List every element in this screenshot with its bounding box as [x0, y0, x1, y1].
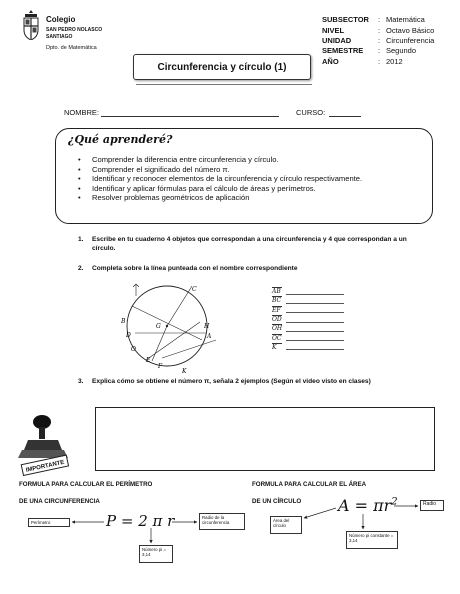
learning-objectives-list [78, 155, 418, 203]
diagram-point-label: O [131, 346, 136, 353]
info-value: Segundo [386, 46, 417, 55]
question-number: 3. [78, 378, 84, 385]
diagram-point-label: E [146, 357, 151, 364]
segment-row [272, 315, 344, 324]
name-field[interactable] [101, 116, 279, 117]
question-2 [78, 265, 408, 274]
segment-label: BC [272, 297, 284, 304]
diagram-point-label: B [121, 318, 126, 325]
circle-elements-diagram [112, 278, 226, 376]
area-formula-exponent: 2 [391, 496, 398, 508]
school-department: Dpto. de Matemática [46, 45, 97, 51]
worksheet-title: Circunferencia y círculo (1) [133, 54, 311, 80]
answer-line[interactable] [286, 335, 344, 341]
info-value: Octavo Básico [386, 26, 435, 35]
segment-row [272, 306, 344, 315]
segment-row [272, 324, 344, 333]
area-formula [338, 496, 398, 515]
info-nivel: NIVEL : Octavo Básico [322, 26, 460, 35]
info-label: AÑO [322, 57, 339, 66]
area-radius-box-label: Radio [420, 500, 444, 511]
diagram-point-label: C [192, 286, 197, 293]
question-text: Explica cómo se obtiene el número π, señala 2 ejemplos (Según el video visto en clases) [92, 378, 371, 385]
segment-answers [272, 287, 344, 352]
segment-row [272, 343, 344, 352]
segment-row [272, 287, 344, 296]
question-number: 1. [78, 236, 84, 243]
area-formula-main: A = πr [338, 496, 392, 515]
title-underline [136, 84, 312, 85]
segment-row [272, 296, 344, 305]
question-3 [78, 378, 408, 387]
segment-label: OH [272, 325, 283, 333]
school-crest-logo [22, 10, 40, 40]
info-label: UNIDAD [322, 36, 352, 45]
area-heading-2: DE UN CÍRCULO [252, 498, 302, 505]
objective-item: • Comprender la diferencia entre circunferencia y círculo. [78, 155, 418, 165]
learning-objectives-title: ¿Qué aprenderé? [68, 133, 173, 146]
diagram-point-label: G [156, 323, 161, 330]
school-line-2: SANTIAGO [46, 34, 73, 40]
info-ano: AÑO : 2012 [322, 57, 460, 66]
answer-box[interactable] [95, 407, 435, 471]
info-value: Matemática [386, 15, 425, 24]
course-field[interactable] [329, 116, 361, 117]
answer-line[interactable] [286, 317, 344, 323]
question-text: Completa sobre la línea punteada con el nombre correspondiente [92, 265, 298, 272]
perimeter-heading-1: FORMULA PARA CALCULAR EL PERÍMETRO [19, 481, 153, 488]
objective-item: • Comprender el significado del número π. [78, 165, 418, 175]
answer-line[interactable] [286, 298, 344, 304]
segment-label: OC [272, 335, 284, 342]
radius-box-label: Radio de la circunferencia [199, 513, 245, 530]
diagram-point-label: D [126, 332, 131, 339]
perimeter-heading-2: DE UNA CIRCUNFERENCIA [19, 498, 100, 505]
answer-line[interactable] [286, 307, 344, 313]
info-unidad: UNIDAD : Circunferencia [322, 36, 460, 45]
area-pi-box-label: Número pi constante = 3,14 [346, 531, 398, 549]
school-line-1: SAN PEDRO NOLASCO [46, 27, 103, 33]
diagram-point-label: K [182, 368, 187, 375]
question-number: 2. [78, 265, 84, 272]
info-subsector: SUBSECTOR : Matemática [322, 15, 460, 24]
pi-box-label: Número pi = 3,14 [139, 545, 173, 563]
segment-label: EF [272, 307, 284, 314]
answer-line[interactable] [286, 289, 344, 295]
answer-line[interactable] [286, 326, 344, 332]
diagram-point-label: A [207, 333, 212, 340]
question-1 [78, 236, 408, 253]
area-box-label: Área del círculo [270, 516, 302, 534]
answer-line[interactable] [286, 344, 344, 350]
perimeter-box-label: Perímetro [28, 518, 70, 527]
school-name: Colegio [46, 15, 76, 24]
objective-item: • Resolver problemas geométricos de aplicación [78, 193, 418, 203]
stamp-label: IMPORTANTE [25, 459, 65, 474]
course-label: CURSO: [296, 108, 326, 117]
diagram-point-label: H [204, 323, 210, 330]
info-semestre: SEMESTRE : Segundo [322, 46, 460, 55]
info-label: SEMESTRE [322, 46, 364, 55]
segment-label: K [272, 344, 284, 351]
info-value: 2012 [386, 57, 403, 66]
segment-label: OD [272, 316, 284, 323]
info-value: Circunferencia [386, 36, 435, 45]
question-text: Escribe en tu cuaderno 4 objetos que correspondan a una circunferencia y 4 que correspondan a un círculo. [92, 236, 407, 252]
area-heading-1: FORMULA PARA CALCULAR EL ÁREA [252, 481, 367, 488]
segment-label: AB [272, 288, 284, 295]
info-label: SUBSECTOR [322, 15, 369, 24]
name-label: NOMBRE: [64, 108, 100, 117]
segment-row [272, 333, 344, 342]
important-stamp-image [14, 410, 84, 476]
info-label: NIVEL [322, 26, 345, 35]
diagram-point-label: F [158, 363, 163, 370]
perimeter-formula: P = 2 π r [106, 512, 175, 530]
objective-item: • Identificar y aplicar fórmulas para el cálculo de áreas y perímetros. [78, 184, 418, 194]
objective-item: • Identificar y reconocer elementos de la circunferencia y círculo respectivamente. [78, 174, 418, 184]
